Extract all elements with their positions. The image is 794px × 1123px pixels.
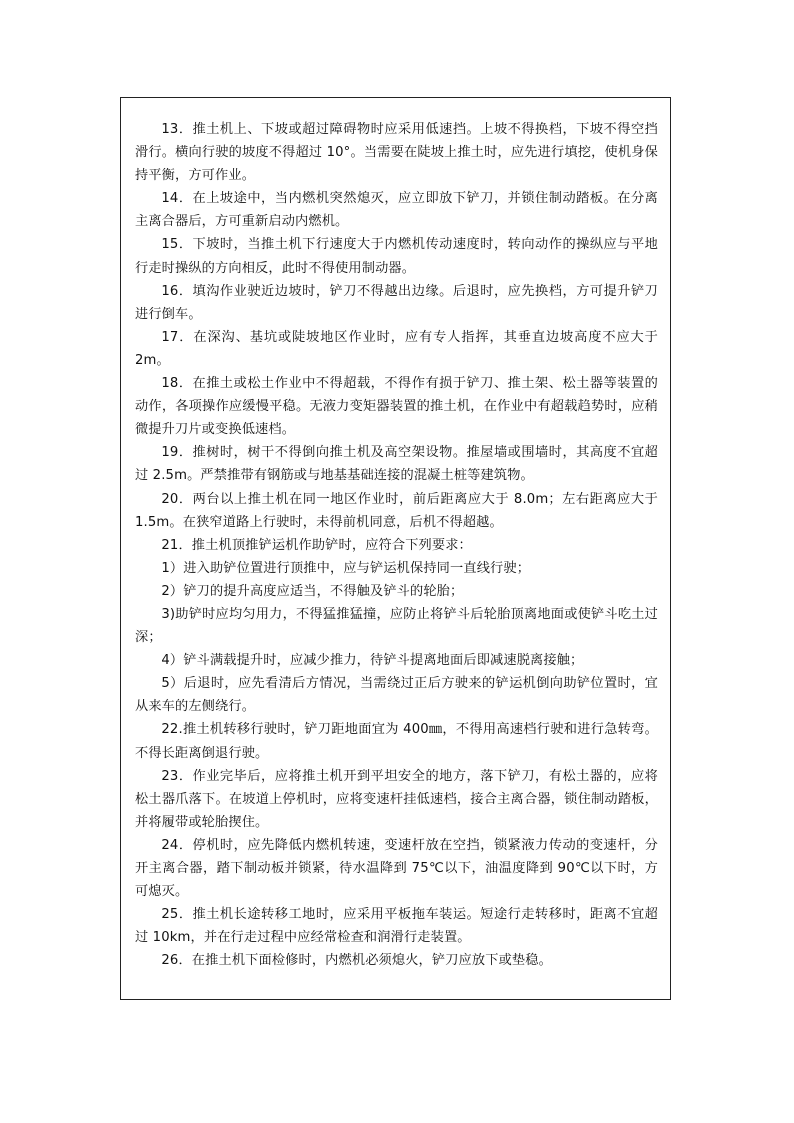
paragraph-14: 14．在上坡途中，当内燃机突然熄灭，应立即放下铲刀，并锁住制动踏板。在分离主离合器后，方可重新启动内燃机。 [135,191,658,230]
paragraph-13: 13．推土机上、下坡或超过障碍物时应采用低速挡。上坡不得换档，下坡不得空挡滑行。横向行驶的坡度不得超过 10°。当需要在陡坡上推土时，应先进行填挖，使机身保持平衡，方可作业。 [135,122,658,184]
paragraph-23: 23．作业完毕后，应将推土机开到平坦安全的地方，落下铲刀，有松土器的，应将松土器爪落下。在坡道上停机时，应将变速杆挂低速档，接合主离合器，锁住制动踏板，并将履带或轮胎揳住。 [135,768,658,830]
sub-item-3: 3)助铲时应均匀用力，不得猛推猛撞，应防止将铲斗后轮胎顶离地面或使铲斗吃土过深； [135,606,658,646]
sub-item-4: 4）铲斗满载提升时，应减少推力，待铲斗提离地面后即减速脱离接触； [161,653,584,669]
document-frame [120,97,671,1000]
sub-item-5: 5）后退时，应先看清后方情况，当需绕过正后方驶来的铲运机倒向助铲位置时，宜从来车的左侧绕行。 [135,676,658,715]
paragraph-24: 24．停机时，应先降低内燃机转速，变速杆放在空挡，锁紧液力传动的变速杆，分开主离合器，踏下制动板并锁紧，待水温降到 75℃以下，油温度降到 90℃以下时，方可熄灭。 [135,837,658,900]
paragraph-18: 18．在推土或松土作业中不得超载，不得作有损于铲刀、推土架、松土器等装置的动作，各项操作应缓慢平稳。无液力变矩器装置的推土机，在作业中有超载趋势时，应稍微提升刀片或变换低速档。 [135,376,658,438]
paragraph-20: 20．两台以上推土机在同一地区作业时，前后距离应大于 8.0m；左右距离应大于 1.5m。在狭窄道路上行驶时，未得前机同意，后机不得超越。 [135,491,663,530]
paragraph-22: 22.推土机转移行驶时，铲刀距地面宜为 400㎜，不得用高速档行驶和进行急转弯。不得长距离倒退行驶。 [135,722,658,761]
sub-item-1: 1）进入助铲位置进行顶推中，应与铲运机保持同一直线行驶； [161,560,531,576]
sub-item-2: 2）铲刀的提升高度应适当，不得触及铲斗的轮胎； [161,583,464,599]
paragraph-19: 19．推树时，树干不得倒向推土机及高空架设物。推屋墙或围墙时，其高度不宜超过 2.5m。严禁推带有钢筋或与地基基础连接的混凝土桩等建筑物。 [135,445,658,484]
paragraph-17: 17．在深沟、基坑或陡坡地区作业时，应有专人指挥，其垂直边坡高度不应大于 2m。 [135,329,663,368]
paragraph-25: 25．推土机长途转移工地时，应采用平板拖车装运。短途行走转移时，距离不宜超过 10km，并在行走过程中应经常检查和润滑行走装置。 [135,907,658,946]
document-body [135,118,663,972]
paragraph-15: 15．下坡时，当推土机下行速度大于内燃机传动速度时，转向动作的操纵应与平地行走时操纵的方向相反，此时不得使用制动器。 [135,237,658,276]
paragraph-21: 21．推土机顶推铲运机作助铲时，应符合下列要求： [161,537,472,553]
paragraph-26: 26．在推土机下面检修时，内燃机必须熄火，铲刀应放下或垫稳。 [161,953,552,969]
paragraph-16: 16．填沟作业驶近边坡时，铲刀不得越出边缘。后退时，应先换档，方可提升铲刀进行倒车。 [135,283,658,322]
